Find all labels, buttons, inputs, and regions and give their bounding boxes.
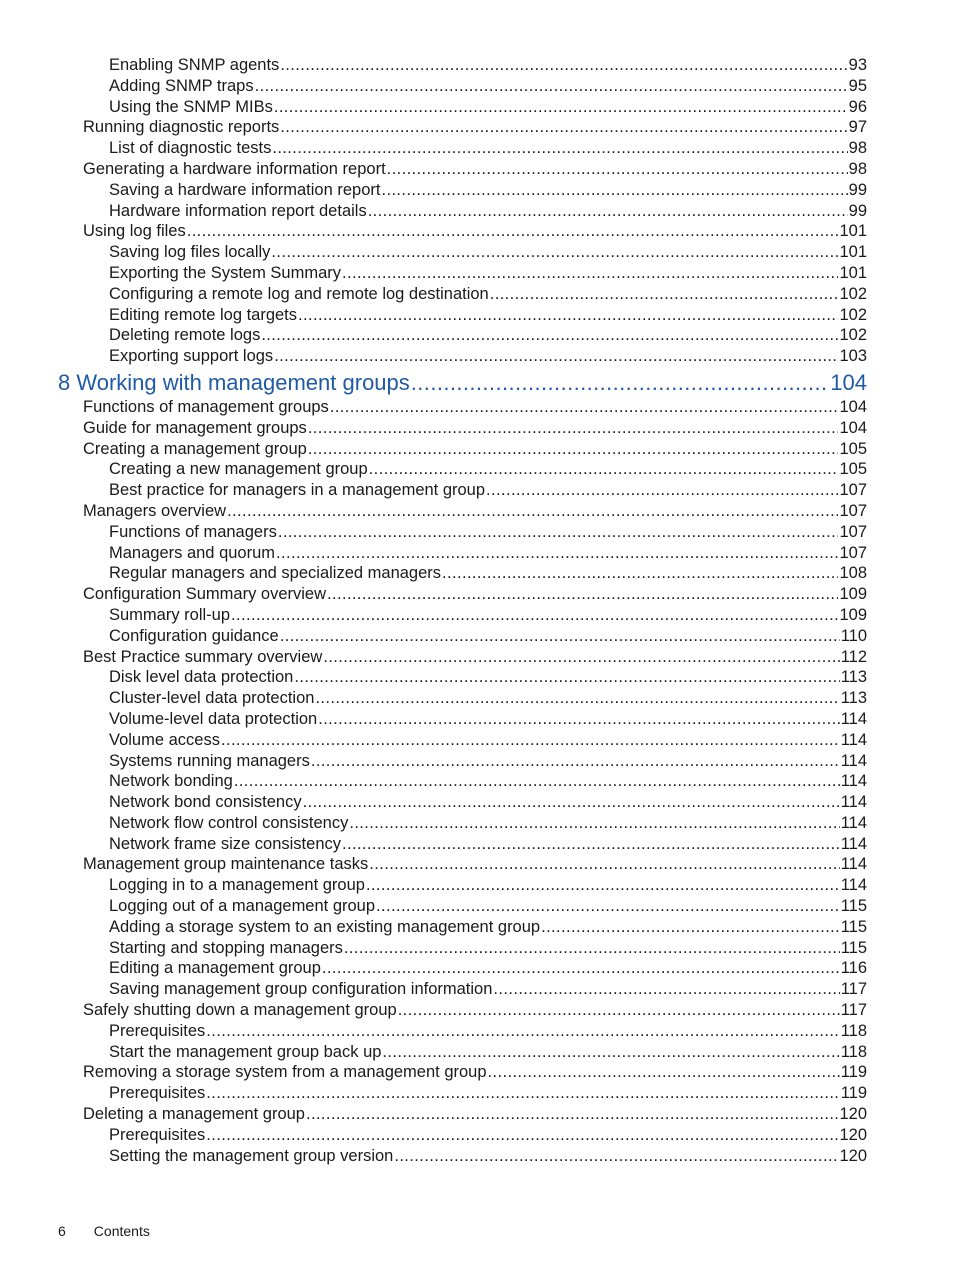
toc-entry-page: 109 <box>839 605 867 624</box>
toc-entry-title: Best practice for managers in a management group <box>109 481 486 500</box>
toc-entry-title: Logging out of a management group <box>109 897 376 916</box>
toc-entry[interactable] <box>0 1083 954 1104</box>
toc-entry-title: Systems running managers <box>109 751 310 770</box>
dot-leader <box>272 138 847 159</box>
toc-entry-title: Network bond consistency <box>109 793 302 812</box>
toc-entry-title: Deleting remote logs <box>109 326 261 345</box>
dot-leader <box>315 688 839 709</box>
toc-entry-page: 101 <box>839 263 867 282</box>
toc-entry-title: Functions of managers <box>109 522 277 541</box>
toc-entry-page: 118 <box>840 1042 867 1061</box>
toc-entry-page: 107 <box>839 522 867 541</box>
toc-entry-page: 114 <box>840 834 867 853</box>
dot-leader <box>493 979 839 1000</box>
toc-entry-page: 120 <box>839 1125 867 1144</box>
toc-entry[interactable] <box>0 584 954 605</box>
toc-entry-page: 114 <box>840 709 867 728</box>
toc-entry-title: Start the management group back up <box>109 1042 382 1061</box>
footer-section-label: Contents <box>93 1223 150 1239</box>
toc-entry-page: 113 <box>840 689 867 708</box>
dot-leader <box>342 834 840 855</box>
dot-leader <box>206 1083 839 1104</box>
toc-entry-page: 109 <box>839 585 867 604</box>
toc-entry[interactable] <box>0 242 954 263</box>
toc-entry-page: 114 <box>840 730 867 749</box>
toc-entry[interactable] <box>0 563 954 584</box>
toc-entry-title: Network flow control consistency <box>109 813 349 832</box>
toc-entry-title: Using log files <box>83 222 186 241</box>
dot-leader <box>311 751 840 772</box>
dot-leader <box>276 543 838 564</box>
toc-chapter-entry[interactable] <box>0 369 954 396</box>
dot-leader <box>274 97 848 118</box>
toc-entry[interactable] <box>0 1146 954 1167</box>
dot-leader <box>394 1146 838 1167</box>
dot-leader <box>330 397 839 418</box>
toc-entry-page: 114 <box>840 876 867 895</box>
toc-entry-title: Adding a storage system to an existing management group <box>109 917 541 936</box>
toc-entry[interactable] <box>0 263 954 284</box>
toc-entry-page: 116 <box>840 959 867 978</box>
dot-leader <box>366 875 840 896</box>
toc-entry[interactable] <box>0 480 954 501</box>
toc-entry-title: List of diagnostic tests <box>109 139 272 158</box>
toc-entry-title: Hardware information report details <box>109 201 367 220</box>
dot-leader <box>318 709 839 730</box>
toc-entry-page: 101 <box>839 222 867 241</box>
toc-entry[interactable] <box>0 55 954 76</box>
toc-entry-title: Enabling SNMP agents <box>109 56 280 74</box>
toc-entry[interactable] <box>0 180 954 201</box>
toc-entry-page: 114 <box>840 751 867 770</box>
dot-leader <box>368 201 848 222</box>
toc-entry[interactable] <box>0 117 954 138</box>
toc-entry-page: 107 <box>839 481 867 500</box>
toc-entry-page: 107 <box>839 501 867 520</box>
toc-entry[interactable] <box>0 958 954 979</box>
toc-entry-title: Removing a storage system from a management group <box>83 1063 487 1082</box>
toc-entry[interactable] <box>0 1000 954 1021</box>
dot-leader <box>261 325 838 346</box>
toc-entry-title: Cluster-level data protection <box>109 689 315 708</box>
dot-leader <box>490 284 839 305</box>
toc-entry-page: 104 <box>830 369 867 395</box>
toc-entry[interactable] <box>0 439 954 460</box>
toc-entry-page: 102 <box>839 284 867 303</box>
dot-leader <box>280 55 847 76</box>
toc-entry-page: 114 <box>840 813 867 832</box>
toc-entry[interactable] <box>0 418 954 439</box>
toc-entry[interactable] <box>0 221 954 242</box>
toc-entry-page: 120 <box>839 1105 867 1124</box>
toc-entry-page: 104 <box>839 418 867 437</box>
toc-entry-page: 114 <box>840 793 867 812</box>
dot-leader <box>234 771 840 792</box>
toc-entry[interactable] <box>0 459 954 480</box>
toc-entry-title: Managers and quorum <box>109 543 276 562</box>
toc-entry-page: 98 <box>848 139 867 158</box>
toc-entry[interactable] <box>0 834 954 855</box>
toc-entry[interactable] <box>0 1021 954 1042</box>
toc-entry[interactable] <box>0 875 954 896</box>
dot-leader <box>322 958 840 979</box>
dot-leader <box>206 1125 838 1146</box>
toc-entry-page: 98 <box>848 159 867 178</box>
toc-entry-page: 120 <box>839 1146 867 1165</box>
dot-leader <box>488 1062 840 1083</box>
toc-entry-title: Prerequisites <box>109 1084 206 1103</box>
toc-entry[interactable] <box>0 76 954 97</box>
toc-entry[interactable] <box>0 626 954 647</box>
toc-entry-page: 114 <box>840 855 867 874</box>
dot-leader <box>227 501 838 522</box>
toc-entry-page: 113 <box>840 668 867 687</box>
toc-entry-page: 117 <box>840 1001 867 1020</box>
toc-entry-title: Setting the management group version <box>109 1146 394 1165</box>
toc-entry-title: Regular managers and specialized managers <box>109 564 442 583</box>
toc-entry-page: 97 <box>848 118 867 137</box>
toc-entry-title: Managers overview <box>83 501 227 520</box>
toc-entry-title: Functions of management groups <box>83 397 329 416</box>
toc-entry-title: 8 Working with management groups <box>58 369 410 395</box>
toc-entry-page: 102 <box>839 326 867 345</box>
toc-entry[interactable] <box>0 284 954 305</box>
toc-entry[interactable] <box>0 730 954 751</box>
dot-leader <box>221 730 840 751</box>
toc-entry[interactable] <box>0 97 954 118</box>
toc-entry-title: Management group maintenance tasks <box>83 855 369 874</box>
dot-leader <box>387 159 848 180</box>
toc-entry[interactable] <box>0 709 954 730</box>
toc-entry[interactable] <box>0 1062 954 1083</box>
toc-entry[interactable] <box>0 647 954 668</box>
toc-entry-title: Deleting a management group <box>83 1105 305 1124</box>
toc-entry[interactable] <box>0 667 954 688</box>
toc-entry[interactable] <box>0 522 954 543</box>
toc-entry-title: Volume access <box>109 730 220 749</box>
dot-leader <box>187 221 839 242</box>
dot-leader <box>306 1104 838 1125</box>
toc-entry-page: 95 <box>848 76 867 95</box>
toc-entry-page: 112 <box>840 647 867 666</box>
toc-entry[interactable] <box>0 397 954 418</box>
dot-leader <box>486 480 838 501</box>
toc-entry[interactable] <box>0 938 954 959</box>
toc-entry-title: Running diagnostic reports <box>83 118 280 137</box>
toc-entry-title: Configuring a remote log and remote log destination <box>109 284 489 303</box>
dot-leader <box>278 522 839 543</box>
toc-entry[interactable] <box>0 688 954 709</box>
toc-entry[interactable] <box>0 605 954 626</box>
toc-entry-page: 105 <box>839 460 867 479</box>
dot-leader <box>349 813 839 834</box>
toc-entry-title: Prerequisites <box>109 1125 206 1144</box>
dot-leader <box>327 584 838 605</box>
toc-entry[interactable] <box>0 1125 954 1146</box>
toc-entry[interactable] <box>0 201 954 222</box>
toc-entry[interactable] <box>0 1042 954 1063</box>
toc-entry-title: Safely shutting down a management group <box>83 1001 397 1020</box>
dot-leader <box>344 938 840 959</box>
table-of-contents <box>0 55 954 1166</box>
dot-leader <box>255 76 848 97</box>
toc-entry[interactable] <box>0 325 954 346</box>
toc-entry-title: Summary roll-up <box>109 605 231 624</box>
dot-leader <box>376 896 840 917</box>
toc-entry-page: 115 <box>840 917 867 936</box>
toc-entry-page: 99 <box>848 180 867 199</box>
toc-entry-page: 119 <box>840 1084 867 1103</box>
toc-entry[interactable] <box>0 138 954 159</box>
toc-entry[interactable] <box>0 854 954 875</box>
toc-entry[interactable] <box>0 917 954 938</box>
toc-entry-page: 115 <box>840 897 867 916</box>
page-footer <box>58 1223 150 1239</box>
dot-leader <box>274 346 838 367</box>
toc-entry-title: Using the SNMP MIBs <box>109 97 273 116</box>
toc-entry[interactable] <box>0 346 954 367</box>
toc-entry-title: Saving management group configuration information <box>109 980 493 999</box>
dot-leader <box>369 459 839 480</box>
toc-entry-title: Creating a management group <box>83 439 307 458</box>
toc-entry[interactable] <box>0 751 954 772</box>
toc-entry[interactable] <box>0 792 954 813</box>
toc-entry-title: Configuration Summary overview <box>83 585 327 604</box>
toc-entry-page: 119 <box>840 1063 867 1082</box>
toc-entry[interactable] <box>0 896 954 917</box>
toc-entry-page: 115 <box>840 938 867 957</box>
toc-entry[interactable] <box>0 543 954 564</box>
dot-leader <box>411 369 830 396</box>
toc-entry-title: Generating a hardware information report <box>83 159 386 178</box>
toc-entry-title: Best Practice summary overview <box>83 647 323 666</box>
toc-entry-page: 108 <box>839 564 867 583</box>
toc-entry-page: 117 <box>840 980 867 999</box>
toc-entry-title: Exporting support logs <box>109 347 274 366</box>
dot-leader <box>271 242 838 263</box>
toc-entry-title: Saving a hardware information report <box>109 180 381 199</box>
dot-leader <box>342 263 838 284</box>
toc-entry-page: 118 <box>840 1021 867 1040</box>
toc-entry-page: 99 <box>848 201 867 220</box>
toc-entry-page: 101 <box>839 243 867 262</box>
toc-entry-title: Disk level data protection <box>109 668 294 687</box>
toc-entry-title: Exporting the System Summary <box>109 263 341 282</box>
dot-leader <box>298 305 838 326</box>
dot-leader <box>381 180 847 201</box>
toc-entry-title: Editing a management group <box>109 959 321 978</box>
toc-entry-page: 110 <box>840 626 867 645</box>
toc-entry-page: 102 <box>839 305 867 324</box>
toc-entry-title: Creating a new management group <box>109 460 368 479</box>
toc-entry-title: Volume-level data protection <box>109 709 318 728</box>
toc-entry-page: 103 <box>839 347 867 366</box>
toc-entry[interactable] <box>0 501 954 522</box>
dot-leader <box>294 667 839 688</box>
dot-leader <box>541 917 840 938</box>
toc-entry-page: 114 <box>840 772 867 791</box>
dot-leader <box>398 1000 840 1021</box>
toc-entry-title: Editing remote log targets <box>109 305 298 324</box>
toc-entry-page: 93 <box>848 56 867 74</box>
dot-leader <box>369 854 839 875</box>
dot-leader <box>382 1042 839 1063</box>
toc-entry-title: Configuration guidance <box>109 626 279 645</box>
toc-entry[interactable] <box>0 159 954 180</box>
dot-leader <box>206 1021 839 1042</box>
toc-entry-title: Prerequisites <box>109 1021 206 1040</box>
toc-entry[interactable] <box>0 813 954 834</box>
toc-entry-title: Network bonding <box>109 772 233 791</box>
toc-entry-title: Starting and stopping managers <box>109 938 343 957</box>
toc-entry[interactable] <box>0 979 954 1000</box>
dot-leader <box>442 563 838 584</box>
toc-entry-title: Network frame size consistency <box>109 834 341 853</box>
dot-leader <box>280 117 847 138</box>
toc-entry[interactable] <box>0 305 954 326</box>
toc-entry[interactable] <box>0 1104 954 1125</box>
dot-leader <box>308 439 839 460</box>
toc-entry-title: Guide for management groups <box>83 418 307 437</box>
toc-entry[interactable] <box>0 771 954 792</box>
toc-entry-page: 107 <box>839 543 867 562</box>
toc-entry-title: Adding SNMP traps <box>109 76 254 95</box>
dot-leader <box>308 418 839 439</box>
toc-entry-title: Saving log files locally <box>109 243 271 262</box>
toc-entry-title: Logging in to a management group <box>109 876 365 895</box>
toc-entry-page: 104 <box>839 397 867 416</box>
dot-leader <box>303 792 840 813</box>
footer-page-number: 6 <box>58 1223 66 1239</box>
toc-entry-page: 96 <box>848 97 867 116</box>
toc-entry-page: 105 <box>839 439 867 458</box>
dot-leader <box>323 647 839 668</box>
dot-leader <box>231 605 838 626</box>
dot-leader <box>280 626 840 647</box>
